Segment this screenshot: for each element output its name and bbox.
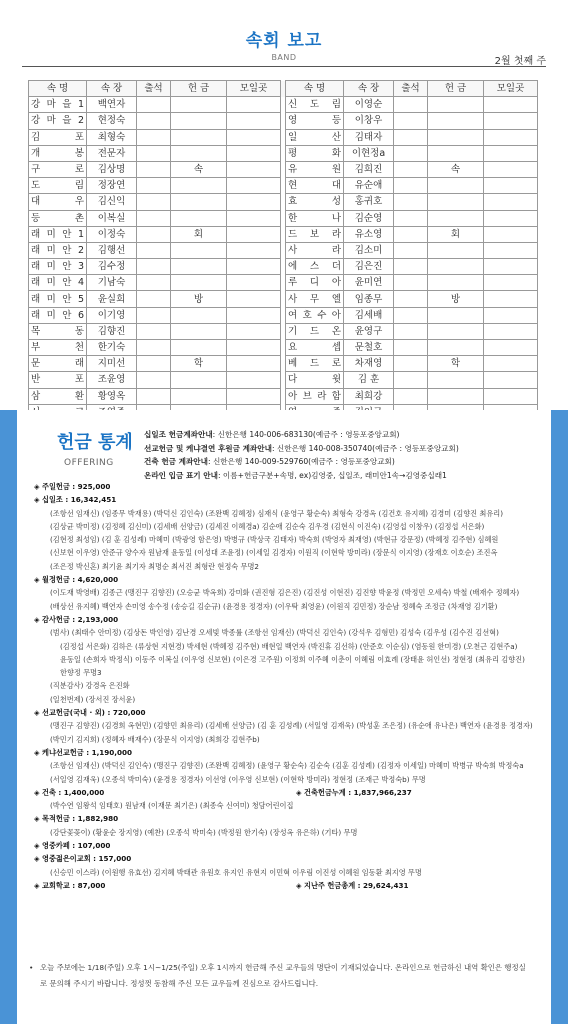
right-attendance-cell	[394, 161, 428, 177]
left-group-leader: 이기영	[87, 307, 137, 323]
table-row	[29, 372, 538, 388]
left-attendance-cell	[137, 323, 171, 339]
right-offering-cell	[428, 372, 484, 388]
left-attendance-cell	[137, 340, 171, 356]
left-meeting-place	[227, 226, 281, 242]
col-header-left-place: 모일곳	[227, 81, 281, 97]
left-meeting-place	[227, 210, 281, 226]
note-text: 오늘 주보에는 1/18(주일) 오후 1시~1/25(주일) 오후 1시까지 헌금해 주신 교우들의 명단이 기재되었습니다. 온라인으로 헌금하신 내역 확인은 행정실로 문의해 주시기 바랍니다. 정성껏 동참해 주신 모든 교우들께 진심으로 감사드립니다.	[40, 963, 526, 988]
left-attendance-cell	[137, 194, 171, 210]
right-group-name: 아 브 라 함	[286, 388, 344, 404]
right-offering-cell	[428, 323, 484, 339]
right-group-leader: 김 훈	[344, 372, 394, 388]
purpose-label: ◈ 목적헌금 : 1,882,980	[34, 814, 119, 824]
right-group-name: 다 윗	[286, 372, 344, 388]
left-group-name: 래 미 안 6	[29, 307, 87, 323]
left-group-leader: 김향진	[87, 323, 137, 339]
account-text: : 신한은행 140-008-350740(예금주 : 영등포중앙교회)	[271, 443, 459, 453]
youth-names: (신승민 이스라) (이원행 유효선) 김지혜 박태관 유원호 유지인 유현지 이민혁 이우림 이진성 이혜원 임동환 최지영 무명	[50, 867, 422, 877]
right-meeting-place	[484, 259, 538, 275]
left-offering-cell	[171, 145, 227, 161]
thanks-names: 윤동일 (손희자 박정식) 이동주 이복실 (이우영 신보현) (이은경 고주원) 이정희 이주혜 이춘이 이혜림 이효례 (장태윤 허인선) 정현정 (최유리 김향진)	[60, 654, 525, 664]
offering-subtitle: OFFERING	[64, 458, 114, 468]
left-group-name: 등 촌	[29, 210, 87, 226]
right-group-leader: 이현정a	[344, 145, 394, 161]
left-offering-cell	[171, 129, 227, 145]
left-group-leader: 전문자	[87, 145, 137, 161]
thanks-offering	[34, 613, 544, 626]
table-header-row	[29, 81, 538, 97]
building-offering	[34, 786, 544, 799]
left-group-leader: 김신익	[87, 194, 137, 210]
col-header-left-attendance: 출석	[137, 81, 171, 97]
table-row	[29, 129, 538, 145]
right-group-leader: 이영순	[344, 97, 394, 113]
right-group-name: 사 라	[286, 242, 344, 258]
right-offering-cell	[428, 113, 484, 129]
right-group-name: 현 대	[286, 178, 344, 194]
table-row	[29, 161, 538, 177]
col-header-right-attendance: 출석	[394, 81, 428, 97]
table-row	[29, 210, 538, 226]
left-group-name: 강 마 을 1	[29, 97, 87, 113]
monthly-label: ◈ 월정헌금 : 4,620,000	[34, 575, 119, 585]
left-meeting-place	[227, 113, 281, 129]
right-offering-cell	[428, 275, 484, 291]
right-attendance-cell	[394, 129, 428, 145]
right-group-name: 기 드 온	[286, 323, 344, 339]
left-group-leader: 황영옥	[87, 388, 137, 404]
right-meeting-place	[484, 291, 538, 307]
left-attendance-cell	[137, 307, 171, 323]
table-row	[29, 307, 538, 323]
right-group-leader: 유순애	[344, 178, 394, 194]
table-row	[29, 97, 538, 113]
right-meeting-place	[484, 113, 538, 129]
left-group-name: 대 우	[29, 194, 87, 210]
left-attendance-cell	[137, 161, 171, 177]
table-row	[29, 145, 538, 161]
right-group-name: 일 산	[286, 129, 344, 145]
right-group-leader: 차재영	[344, 356, 394, 372]
left-group-name: 삼 환	[29, 388, 87, 404]
right-offering-cell	[428, 340, 484, 356]
cafe-label: ◈ 영중카페 : 107,000	[34, 841, 111, 851]
page-subtitle: BAND	[271, 53, 297, 62]
left-group-leader: 최형숙	[87, 129, 137, 145]
left-offering-cell	[171, 323, 227, 339]
mission-names: (박민기 김지희) (정혜자 배재수) (장문식 이지영) (최희강 김현주b)	[50, 734, 260, 744]
right-meeting-place	[484, 226, 538, 242]
left-meeting-place	[227, 340, 281, 356]
right-group-name: 드 보 라	[286, 226, 344, 242]
table-row	[29, 242, 538, 258]
sunday-offering	[34, 480, 544, 493]
right-group-leader: 윤미연	[344, 275, 394, 291]
left-group-leader: 지미선	[87, 356, 137, 372]
right-group-leader: 임종무	[344, 291, 394, 307]
right-offering-cell	[428, 129, 484, 145]
left-group-name: 개 봉	[29, 145, 87, 161]
table-row	[29, 340, 538, 356]
right-attendance-cell	[394, 388, 428, 404]
left-meeting-place	[227, 323, 281, 339]
account-label: 온라인 입금 표기 안내	[144, 470, 218, 480]
right-group-name: 베 드 로	[286, 356, 344, 372]
right-attendance-cell	[394, 356, 428, 372]
right-meeting-place	[484, 129, 538, 145]
right-group-leader: 홍귀호	[344, 194, 394, 210]
left-attendance-cell	[137, 145, 171, 161]
right-attendance-cell	[394, 291, 428, 307]
right-meeting-place	[484, 340, 538, 356]
bullet-icon: •	[29, 963, 34, 972]
left-attendance-cell	[137, 275, 171, 291]
right-group-leader: 김은진	[344, 259, 394, 275]
mission-offering	[34, 706, 544, 719]
table-row	[29, 291, 538, 307]
thanks-names: (범사) (최태수 안미정) (김상돈 박인영) 김난경 오세빛 박종률 (조항선 임재신) (박덕신 김인숙) (강석우 김형민) 김성숙 (김우성 (김수진 김선혁)	[50, 628, 499, 638]
right-attendance-cell	[394, 259, 428, 275]
left-meeting-place	[227, 259, 281, 275]
col-header-left-leader: 속 장	[87, 81, 137, 97]
offering-title: 헌금 통계	[57, 432, 133, 453]
right-group-leader: 김희진	[344, 161, 394, 177]
left-attendance-cell	[137, 97, 171, 113]
right-attendance-cell	[394, 242, 428, 258]
kenya-names: (서일영 김재욱) (오종석 박미숙) (윤경용 정경자) 이선영 (이우영 신보현) (이현학 방미라) 정현정 (조재근 박정숙b) 무명	[50, 774, 426, 784]
right-group-name: 유 원	[286, 161, 344, 177]
right-group-name: 평 화	[286, 145, 344, 161]
right-group-leader: 이창우	[344, 113, 394, 129]
right-meeting-place	[484, 194, 538, 210]
thanks-position: (직분감사) 강경옥 은진화	[50, 681, 130, 691]
right-attendance-cell	[394, 226, 428, 242]
left-offering-cell: 학	[171, 356, 227, 372]
attendance-table	[28, 80, 538, 437]
col-header-right-place: 모일곳	[484, 81, 538, 97]
right-group-leader: 김소미	[344, 242, 394, 258]
left-group-name: 부 천	[29, 340, 87, 356]
table-row	[29, 388, 538, 404]
building-names: (박수연 임왕석 임태호) 원남재 (이재문 최기은) (최종숙 신여미) 청담어린이집	[50, 801, 294, 811]
right-group-name: 루 디 아	[286, 275, 344, 291]
right-offering-cell: 속	[428, 161, 484, 177]
table-row	[29, 194, 538, 210]
right-meeting-place	[484, 178, 538, 194]
left-group-name: 문 래	[29, 356, 87, 372]
right-group-leader: 최희강	[344, 388, 394, 404]
col-header-right-offering: 헌 금	[428, 81, 484, 97]
offering-ledger	[34, 480, 544, 892]
col-header-left-offering: 헌 금	[171, 81, 227, 97]
kenya-names: (조항선 임재신) (박덕신 김인숙) (맹진구 김향진) (조완백 김혜정) (윤영구 황순숙) 김순숙 (김훈 김성례) (김정자 이세일) 마혜미 박병규 박숙희 박정숙a	[50, 761, 524, 771]
building-label: ◈ 건축 : 1,400,000	[34, 787, 105, 797]
building-total-label: ◈ 건축헌금누계 : 1,837,966,237	[296, 787, 412, 797]
youth-label: ◈ 영중젊은이교회 : 157,000	[34, 854, 132, 864]
right-meeting-place	[484, 307, 538, 323]
left-offering-cell	[171, 113, 227, 129]
right-meeting-place	[484, 356, 538, 372]
left-group-name: 반 포	[29, 372, 87, 388]
table-row	[29, 323, 538, 339]
left-group-name: 래 미 안 5	[29, 291, 87, 307]
col-header-left-name: 속 명	[29, 81, 87, 97]
left-offering-cell	[171, 178, 227, 194]
right-offering-cell	[428, 259, 484, 275]
left-group-leader: 김상명	[87, 161, 137, 177]
left-attendance-cell	[137, 210, 171, 226]
left-group-leader: 김행선	[87, 242, 137, 258]
left-offering-cell	[171, 307, 227, 323]
left-group-name: 래 미 안 3	[29, 259, 87, 275]
left-group-name: 목 동	[29, 323, 87, 339]
right-group-leader: 문철호	[344, 340, 394, 356]
thanks-thousand: (일천번제) (장서진 장서윤)	[50, 694, 136, 704]
left-attendance-cell	[137, 113, 171, 129]
right-group-name: 사 무 엘	[286, 291, 344, 307]
account-label: 건축 헌금 계좌안내	[144, 457, 208, 467]
left-offering-cell	[171, 275, 227, 291]
left-offering-cell	[171, 340, 227, 356]
right-attendance-cell	[394, 275, 428, 291]
purpose-offering	[34, 812, 544, 825]
right-meeting-place	[484, 372, 538, 388]
left-meeting-place	[227, 291, 281, 307]
left-group-leader: 이복실	[87, 210, 137, 226]
table-row	[29, 178, 538, 194]
col-header-right-leader: 속 장	[344, 81, 394, 97]
right-meeting-place	[484, 242, 538, 258]
tithe-names: (신보현 이우영) 안준규 양수자 원남재 윤동일 (이성대 조윤정) (이세일 김경자) 이원직 (이현학 방미라) (장문식 이지영) (장재호 이호순) 조진옥	[50, 548, 498, 558]
right-meeting-place	[484, 161, 538, 177]
right-attendance-cell	[394, 340, 428, 356]
left-group-name: 김 포	[29, 129, 87, 145]
table-row	[29, 113, 538, 129]
right-attendance-cell	[394, 210, 428, 226]
right-group-name: 신 도 림	[286, 97, 344, 113]
school-label: ◈ 교회학교 : 87,000	[34, 880, 106, 890]
right-group-name: 요 셉	[286, 340, 344, 356]
left-meeting-place	[227, 372, 281, 388]
right-group-name: 효 성	[286, 194, 344, 210]
right-attendance-cell	[394, 372, 428, 388]
right-offering-cell	[428, 194, 484, 210]
left-attendance-cell	[137, 242, 171, 258]
tithe-names: (조은정 박신혼) 최기윤 최기자 최명순 최서진 최형란 현정숙 무명2	[50, 561, 259, 571]
right-group-name: 영 등	[286, 113, 344, 129]
account-text: : 신한은행 140-006-683130(예금주 : 영등포중앙교회)	[212, 430, 400, 439]
left-meeting-place	[227, 242, 281, 258]
left-offering-cell	[171, 259, 227, 275]
left-offering-cell: 방	[171, 291, 227, 307]
account-info	[144, 428, 498, 482]
mission-label: ◈ 선교헌금(국내 · 외) : 720,000	[34, 708, 146, 718]
left-attendance-cell	[137, 291, 171, 307]
offering-note	[29, 960, 530, 992]
left-offering-cell	[171, 372, 227, 388]
left-group-leader: 이정숙	[87, 226, 137, 242]
monthly-names: (이도재 박영배) 김종근 (맹진구 김향진) (오승균 박옥희) 강미화 (권진형 김은진) (김진성 이현진) 김진향 박윤정 (박정민 오세숙) 박철 (배재수 정혜자)	[50, 588, 520, 598]
left-group-name: 구 로	[29, 161, 87, 177]
left-attendance-cell	[137, 388, 171, 404]
left-attendance-cell	[137, 372, 171, 388]
right-attendance-cell	[394, 145, 428, 161]
left-meeting-place	[227, 275, 281, 291]
left-attendance-cell	[137, 226, 171, 242]
left-group-leader: 윤실희	[87, 291, 137, 307]
right-meeting-place	[484, 323, 538, 339]
right-group-leader: 김순영	[344, 210, 394, 226]
right-attendance-cell	[394, 194, 428, 210]
left-attendance-cell	[137, 178, 171, 194]
school-offering	[34, 879, 544, 892]
week-label: 2월 첫째 주	[494, 56, 546, 67]
account-label: 십일조 헌금계좌안내	[144, 430, 213, 439]
left-group-leader: 정장연	[87, 178, 137, 194]
left-meeting-place	[227, 307, 281, 323]
account-line-tithe	[144, 428, 498, 442]
sunday-offering-label: ◈ 주일헌금 : 925,000	[34, 482, 111, 491]
account-text: : 이름+헌금구분+속명, ex)김영중, 십일조, 래미안1속→김영중십래1	[217, 470, 447, 480]
left-meeting-place	[227, 388, 281, 404]
tithe-names: (김현정 최성임) (김 훈 김성례) 마혜미 (박광영 함은영) 박병규 (박상국 김태자) 박숙희 (박영자 최재영) (박현규 강문정) (박혜정 김주현) 심혜원	[50, 535, 499, 545]
left-meeting-place	[227, 97, 281, 113]
right-group-name: 에 스 더	[286, 259, 344, 275]
left-meeting-place	[227, 129, 281, 145]
table-row	[29, 259, 538, 275]
right-meeting-place	[484, 145, 538, 161]
title-divider	[22, 66, 546, 67]
left-group-name: 도 림	[29, 178, 87, 194]
left-offering-cell	[171, 388, 227, 404]
right-attendance-cell	[394, 113, 428, 129]
last-week-total-label: ◈ 지난주 헌금총계 : 29,624,431	[296, 880, 409, 890]
left-attendance-cell	[137, 356, 171, 372]
right-offering-cell	[428, 97, 484, 113]
left-attendance-cell	[137, 259, 171, 275]
table-row	[29, 356, 538, 372]
left-meeting-place	[227, 194, 281, 210]
right-group-name: 한 나	[286, 210, 344, 226]
purpose-names: (강단꽃꽂이) (황윤순 장지영) (예찬) (오종석 박미숙) (박정원 한기숙) (장성옥 유은하) (기타) 무명	[50, 827, 358, 837]
account-line-mission	[144, 442, 498, 456]
right-group-name: 여 호 수 아	[286, 307, 344, 323]
left-offering-cell	[171, 210, 227, 226]
right-offering-cell	[428, 307, 484, 323]
mission-names: (맹진구 김향진) (김경희 옥현민) (김향민 최유리) (김세배 선양금) (김 훈 김성례) (서일영 김재욱) (박성훈 조은정) (유순애 유나은) 백연자 (윤경용 정경자)	[50, 721, 533, 731]
left-group-leader: 김수정	[87, 259, 137, 275]
left-group-name: 강 마 을 2	[29, 113, 87, 129]
left-group-name: 래 미 안 2	[29, 242, 87, 258]
account-line-building	[144, 455, 498, 469]
right-group-leader: 김태자	[344, 129, 394, 145]
left-offering-cell	[171, 242, 227, 258]
right-group-leader: 윤영구	[344, 323, 394, 339]
right-group-leader: 유소영	[344, 226, 394, 242]
account-label: 선교헌금 및 케냐결연 후원금 계좌안내	[144, 443, 272, 453]
right-offering-cell	[428, 210, 484, 226]
table-row	[29, 226, 538, 242]
col-header-right-name: 속 명	[286, 81, 344, 97]
left-group-name: 래 미 안 4	[29, 275, 87, 291]
right-attendance-cell	[394, 323, 428, 339]
left-meeting-place	[227, 178, 281, 194]
page-title: 속회 보고	[245, 31, 323, 51]
left-group-leader: 한기숙	[87, 340, 137, 356]
right-meeting-place	[484, 275, 538, 291]
left-offering-cell	[171, 97, 227, 113]
monthly-names: (배상선 유지혜) 백연자 손미영 송수정 (송승길 김순규) (윤경용 정경자) (이우탁 최영윤) (이원직 김민정) 장순남 정혜숙 조정금 (차재영 김기환)	[50, 601, 498, 611]
left-offering-cell: 속	[171, 161, 227, 177]
youth-offering	[34, 852, 544, 865]
account-text: : 신한은행 140-009-529760(예금주 : 영등포중앙교회)	[207, 457, 395, 467]
thanks-names: 한향정 무명3	[60, 668, 102, 678]
kenya-offering	[34, 746, 544, 759]
thanks-names: (김정섭 서은화) 김하은 (류상현 지현경) 박세현 (박혜정 김주현) 배현일 백연자 (박진휴 김선하) (안준호 이순심) (염동원 한미경) (오천근 김현주a)	[60, 641, 518, 651]
right-meeting-place	[484, 97, 538, 113]
left-meeting-place	[227, 356, 281, 372]
tithe-names: (조항선 임재신) (임종무 박재용) (박덕신 김인숙) (조완백 김혜정) 심재식 (윤영구 황순숙) 최형숙 강경옥 (김건호 유지혜) 김경미 (김향진 최유리)	[50, 508, 504, 518]
right-offering-cell	[428, 242, 484, 258]
left-offering-cell	[171, 194, 227, 210]
right-meeting-place	[484, 388, 538, 404]
left-group-leader: 기남숙	[87, 275, 137, 291]
table-row	[29, 275, 538, 291]
left-group-name: 래 미 안 1	[29, 226, 87, 242]
cafe-offering	[34, 839, 544, 852]
right-group-leader: 김세배	[344, 307, 394, 323]
right-attendance-cell	[394, 178, 428, 194]
monthly-offering	[34, 573, 544, 586]
right-offering-cell: 학	[428, 356, 484, 372]
right-offering-cell	[428, 178, 484, 194]
left-attendance-cell	[137, 129, 171, 145]
left-group-leader: 조윤영	[87, 372, 137, 388]
right-attendance-cell	[394, 307, 428, 323]
right-offering-cell: 회	[428, 226, 484, 242]
right-offering-cell	[428, 388, 484, 404]
left-meeting-place	[227, 161, 281, 177]
right-offering-cell: 방	[428, 291, 484, 307]
tithe-offering	[34, 493, 544, 506]
left-group-leader: 백연자	[87, 97, 137, 113]
left-group-leader: 현정숙	[87, 113, 137, 129]
right-meeting-place	[484, 210, 538, 226]
tithe-names: (김상균 박미정) (김정혜 김신미) (김세배 선양금) (김세진 이혜경a) 김순애 김순숙 김우경 (김현식 이진숙) (김영섭 이창우) (김정섭 서은화)	[50, 521, 485, 531]
right-offering-cell	[428, 145, 484, 161]
kenya-label: ◈ 케냐선교헌금 : 1,190,000	[34, 747, 133, 757]
right-attendance-cell	[394, 97, 428, 113]
left-offering-cell: 회	[171, 226, 227, 242]
tithe-label: ◈ 십일조 : 16,342,451	[34, 495, 117, 505]
left-meeting-place	[227, 145, 281, 161]
thanks-label: ◈ 감사헌금 : 2,193,000	[34, 614, 119, 624]
